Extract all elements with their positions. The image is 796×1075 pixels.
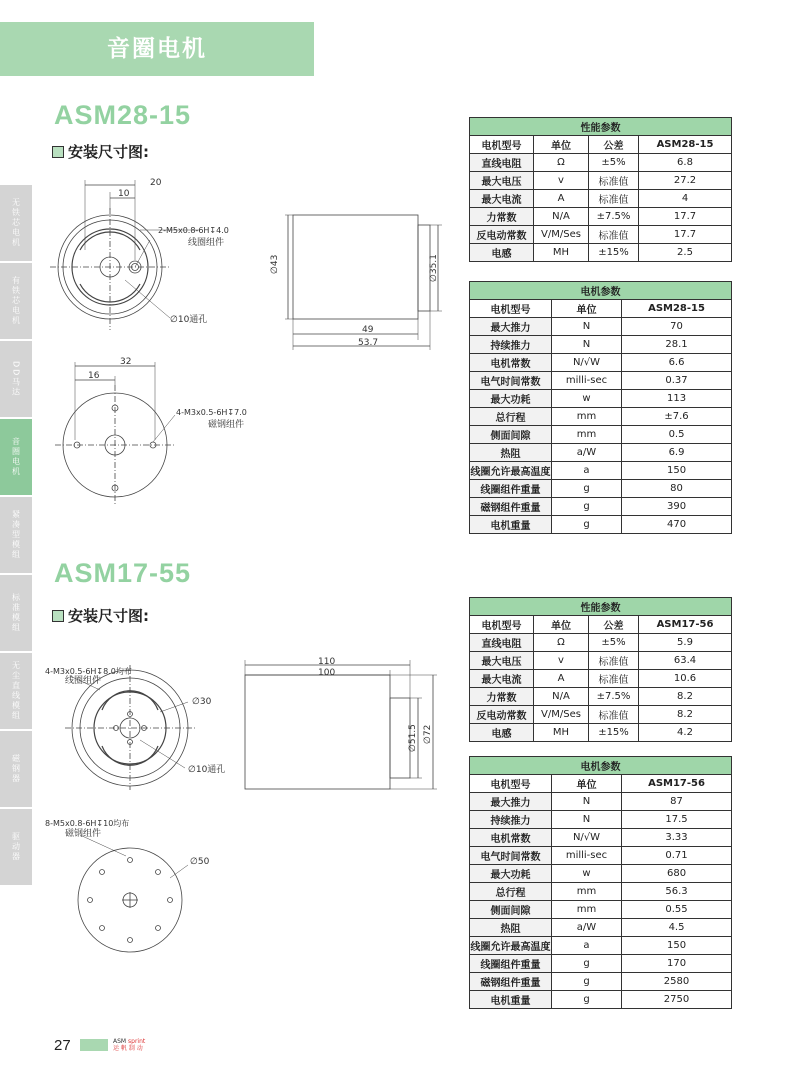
- table-cell: 最大电压: [470, 172, 534, 190]
- sidebar-tab[interactable]: 磁钢器: [0, 731, 32, 807]
- table-row: [470, 724, 732, 742]
- install-label-1: [52, 141, 149, 162]
- table-cell: 直线电阻: [470, 634, 534, 652]
- table-cell: N: [552, 318, 622, 336]
- table-cell: a: [552, 937, 622, 955]
- table-cell: 最大推力: [470, 793, 552, 811]
- table-row: [470, 919, 732, 937]
- table-cell: N/√W: [552, 829, 622, 847]
- table-row: [470, 516, 732, 534]
- table-cell: 侧面间隙: [470, 426, 552, 444]
- front-view-1: [50, 180, 200, 330]
- dim-49: 49: [362, 325, 374, 335]
- table-cell: 0.5: [622, 426, 732, 444]
- table-cell: g: [552, 991, 622, 1009]
- table-cell: g: [552, 480, 622, 498]
- table-cell: 70: [622, 318, 732, 336]
- table-row: [470, 390, 732, 408]
- table-cell: 磁钢组件重量: [470, 498, 552, 516]
- sidebar-tab[interactable]: 标准模组: [0, 575, 32, 651]
- table-cell: 侧面间隙: [470, 901, 552, 919]
- dim-110: 110: [318, 657, 336, 667]
- table-row: [470, 991, 732, 1009]
- table-row: [470, 154, 732, 172]
- table-cell: 80: [622, 480, 732, 498]
- table-cell: 力常数: [470, 688, 534, 706]
- column-header: ASM17-56: [622, 775, 732, 793]
- sidebar-tab[interactable]: 无铁芯电机: [0, 185, 32, 261]
- table-row: [470, 652, 732, 670]
- table-cell: g: [552, 955, 622, 973]
- table-cell: 电机重量: [470, 516, 552, 534]
- table-row: [470, 190, 732, 208]
- table-cell: 标准值: [589, 172, 639, 190]
- dim-53: 53.7: [358, 338, 379, 348]
- table-cell: g: [552, 973, 622, 991]
- table-cell: v: [534, 172, 589, 190]
- table-cell: ±7.6: [622, 408, 732, 426]
- page-title: 音圈电机: [107, 36, 207, 62]
- sidebar-tab-active[interactable]: 音圈电机: [0, 419, 32, 495]
- table-cell: 4.2: [639, 724, 732, 742]
- table-cell: 4.5: [622, 919, 732, 937]
- table-cell: 5.9: [639, 634, 732, 652]
- note-hole: ∅10通孔: [188, 765, 226, 775]
- install-label-text: 安装尺寸图:: [68, 143, 149, 161]
- table-cell: N/A: [534, 688, 589, 706]
- table-cell: mm: [552, 901, 622, 919]
- note-coil: 线圈组件: [65, 676, 102, 686]
- square-bullet-icon: [52, 610, 64, 622]
- table-cell: 8.2: [639, 688, 732, 706]
- table-row: [470, 829, 732, 847]
- table-cell: N: [552, 336, 622, 354]
- table-cell: 标准值: [589, 706, 639, 724]
- table-row: [470, 498, 732, 516]
- table-cell: 17.5: [622, 811, 732, 829]
- table-cell: 总行程: [470, 408, 552, 426]
- dim-35: ∅35.1: [429, 254, 439, 282]
- table-cell: ±5%: [589, 634, 639, 652]
- table-row: [470, 811, 732, 829]
- table-row: [470, 372, 732, 390]
- table-cell: 28.1: [622, 336, 732, 354]
- table-title: 性能参数: [470, 598, 732, 616]
- note-m5: 2-M5x0.8-6H↧4.0: [158, 226, 229, 235]
- table-row: [470, 408, 732, 426]
- dim-16: 16: [88, 371, 100, 381]
- table-cell: 150: [622, 462, 732, 480]
- column-header: 电机型号: [470, 616, 534, 634]
- table-cell: 总行程: [470, 883, 552, 901]
- table-cell: 电气时间常数: [470, 847, 552, 865]
- perf-table-2: [469, 597, 732, 742]
- column-header: ASM28-15: [622, 300, 732, 318]
- table-cell: 直线电阻: [470, 154, 534, 172]
- table-cell: 热阻: [470, 919, 552, 937]
- table-cell: ±15%: [589, 724, 639, 742]
- table-cell: N/A: [534, 208, 589, 226]
- table-cell: 线圈允许最高温度: [470, 937, 552, 955]
- table-row: [470, 670, 732, 688]
- table-cell: 反电动常数: [470, 706, 534, 724]
- table-cell: ±7.5%: [589, 208, 639, 226]
- table-row: [470, 706, 732, 724]
- table-cell: mm: [552, 408, 622, 426]
- table-cell: N: [552, 811, 622, 829]
- table-row: [470, 688, 732, 706]
- dim-10: 10: [118, 189, 130, 199]
- table-cell: 标准值: [589, 226, 639, 244]
- square-bullet-icon: [52, 146, 64, 158]
- note-magnet: 磁钢组件: [208, 420, 245, 430]
- table-cell: 最大电流: [470, 190, 534, 208]
- column-header: 公差: [589, 136, 639, 154]
- table-row: [470, 226, 732, 244]
- sidebar-tab[interactable]: 无尘直线模组: [0, 653, 32, 729]
- table-cell: a/W: [552, 444, 622, 462]
- table-cell: 170: [622, 955, 732, 973]
- dim-100: 100: [318, 668, 336, 678]
- table-row: [470, 793, 732, 811]
- table-cell: mm: [552, 426, 622, 444]
- table-row: [470, 634, 732, 652]
- table-cell: 6.9: [622, 444, 732, 462]
- table-cell: 150: [622, 937, 732, 955]
- table-cell: V/M/Ses: [534, 226, 589, 244]
- table-cell: Ω: [534, 154, 589, 172]
- brand-slogan: 运 帆 制 动: [113, 1045, 143, 1052]
- table-row: [470, 847, 732, 865]
- table-cell: 最大电压: [470, 652, 534, 670]
- footer-bar: [80, 1039, 108, 1051]
- table-cell: 线圈允许最高温度: [470, 462, 552, 480]
- table-cell: w: [552, 390, 622, 408]
- table-row: [470, 426, 732, 444]
- drawing-asm17: [40, 650, 460, 1000]
- model-title-1: ASM28-15: [54, 100, 192, 130]
- table-cell: 4: [639, 190, 732, 208]
- table-row: [470, 901, 732, 919]
- table-cell: g: [552, 516, 622, 534]
- table-row: [470, 318, 732, 336]
- table-cell: 63.4: [639, 652, 732, 670]
- sidebar-tab[interactable]: 有铁芯电机: [0, 263, 32, 339]
- table-title: 电机参数: [470, 282, 732, 300]
- table-cell: 6.6: [622, 354, 732, 372]
- brand-logo: [113, 1038, 145, 1052]
- table-cell: 电机常数: [470, 829, 552, 847]
- table-cell: 力常数: [470, 208, 534, 226]
- table-title: 电机参数: [470, 757, 732, 775]
- table-cell: ±15%: [589, 244, 639, 262]
- table-cell: A: [534, 190, 589, 208]
- table-cell: 17.7: [639, 226, 732, 244]
- table-cell: 最大功耗: [470, 390, 552, 408]
- perf-table-1: [469, 117, 732, 262]
- table-cell: 持续推力: [470, 336, 552, 354]
- note-magnet: 磁钢组件: [65, 829, 102, 839]
- table-cell: a/W: [552, 919, 622, 937]
- bottom-view-2: [78, 835, 188, 952]
- table-cell: 电感: [470, 244, 534, 262]
- table-cell: 电机重量: [470, 991, 552, 1009]
- sidebar-tab[interactable]: 紧凑型模组: [0, 497, 32, 573]
- table-cell: 磁钢组件重量: [470, 973, 552, 991]
- note-m3: 4-M3x0.5-6H↧7.0: [176, 408, 247, 417]
- table-row: [470, 336, 732, 354]
- table-cell: w: [552, 865, 622, 883]
- column-header: 单位: [534, 136, 589, 154]
- table-cell: 线圈组件重量: [470, 480, 552, 498]
- table-title: 性能参数: [470, 118, 732, 136]
- table-cell: 标准值: [589, 670, 639, 688]
- table-cell: 470: [622, 516, 732, 534]
- table-cell: 电感: [470, 724, 534, 742]
- table-cell: 0.71: [622, 847, 732, 865]
- table-cell: 标准值: [589, 652, 639, 670]
- table-row: [470, 444, 732, 462]
- sidebar: [0, 185, 32, 887]
- table-cell: MH: [534, 724, 589, 742]
- install-label-text: 安装尺寸图:: [68, 607, 149, 625]
- table-cell: 热阻: [470, 444, 552, 462]
- page-number: 27: [54, 1037, 71, 1054]
- column-header: 公差: [589, 616, 639, 634]
- brand-name: ASM: [113, 1038, 127, 1045]
- table-cell: 最大功耗: [470, 865, 552, 883]
- dim-515: ∅51.5: [408, 724, 418, 752]
- column-header: ASM17-56: [639, 616, 732, 634]
- table-cell: 113: [622, 390, 732, 408]
- table-cell: A: [534, 670, 589, 688]
- table-cell: 反电动常数: [470, 226, 534, 244]
- table-row: [470, 354, 732, 372]
- table-row: [470, 883, 732, 901]
- table-cell: 8.2: [639, 706, 732, 724]
- table-cell: 0.55: [622, 901, 732, 919]
- note-m3: 4-M3x0.5-6H↧8.0均布: [45, 667, 132, 676]
- table-cell: 2750: [622, 991, 732, 1009]
- column-header: 单位: [552, 300, 622, 318]
- dim-20: 20: [150, 178, 162, 188]
- table-cell: 最大推力: [470, 318, 552, 336]
- table-cell: 680: [622, 865, 732, 883]
- table-cell: 电机常数: [470, 354, 552, 372]
- note-coil: 线圈组件: [188, 238, 225, 248]
- table-cell: V/M/Ses: [534, 706, 589, 724]
- table-cell: mm: [552, 883, 622, 901]
- table-row: [470, 208, 732, 226]
- table-row: [470, 172, 732, 190]
- dim-30: ∅30: [192, 697, 212, 707]
- table-row: [470, 865, 732, 883]
- table-row: [470, 973, 732, 991]
- dim-72: ∅72: [423, 724, 433, 744]
- table-cell: milli-sec: [552, 847, 622, 865]
- note-hole: ∅10通孔: [170, 315, 208, 325]
- note-m5: 8-M5x0.8-6H↧10均布: [45, 819, 130, 828]
- column-header: ASM28-15: [639, 136, 732, 154]
- model-title-2: ASM17-55: [54, 558, 192, 588]
- table-cell: ±5%: [589, 154, 639, 172]
- dim-43: ∅43: [270, 254, 280, 274]
- table-cell: g: [552, 498, 622, 516]
- motor-table-2: [469, 756, 732, 1009]
- table-cell: milli-sec: [552, 372, 622, 390]
- table-cell: 87: [622, 793, 732, 811]
- table-cell: ±7.5%: [589, 688, 639, 706]
- column-header: 单位: [534, 616, 589, 634]
- table-cell: 3.33: [622, 829, 732, 847]
- table-cell: 6.8: [639, 154, 732, 172]
- table-cell: 2580: [622, 973, 732, 991]
- table-cell: 0.37: [622, 372, 732, 390]
- table-cell: 56.3: [622, 883, 732, 901]
- column-header: 电机型号: [470, 775, 552, 793]
- dim-50: ∅50: [190, 857, 210, 867]
- sidebar-tab[interactable]: 驱动器: [0, 809, 32, 885]
- table-cell: 17.7: [639, 208, 732, 226]
- bottom-view-1: [55, 362, 175, 505]
- table-cell: 2.5: [639, 244, 732, 262]
- drawing-asm28: [40, 170, 460, 520]
- table-cell: 线圈组件重量: [470, 955, 552, 973]
- table-cell: 最大电流: [470, 670, 534, 688]
- install-label-2: [52, 605, 149, 626]
- table-cell: 持续推力: [470, 811, 552, 829]
- table-cell: 27.2: [639, 172, 732, 190]
- column-header: 单位: [552, 775, 622, 793]
- motor-table-1: [469, 281, 732, 534]
- table-cell: 标准值: [589, 190, 639, 208]
- column-header: 电机型号: [470, 136, 534, 154]
- table-cell: N: [552, 793, 622, 811]
- sidebar-tab[interactable]: DD马达: [0, 341, 32, 417]
- table-row: [470, 937, 732, 955]
- table-cell: 电气时间常数: [470, 372, 552, 390]
- table-cell: N/√W: [552, 354, 622, 372]
- table-cell: MH: [534, 244, 589, 262]
- table-cell: 10.6: [639, 670, 732, 688]
- table-cell: v: [534, 652, 589, 670]
- brand-sub: sprint: [128, 1038, 146, 1045]
- table-cell: a: [552, 462, 622, 480]
- table-cell: Ω: [534, 634, 589, 652]
- table-row: [470, 244, 732, 262]
- table-cell: 390: [622, 498, 732, 516]
- table-row: [470, 955, 732, 973]
- table-row: [470, 480, 732, 498]
- dim-32: 32: [120, 357, 132, 367]
- table-row: [470, 462, 732, 480]
- column-header: 电机型号: [470, 300, 552, 318]
